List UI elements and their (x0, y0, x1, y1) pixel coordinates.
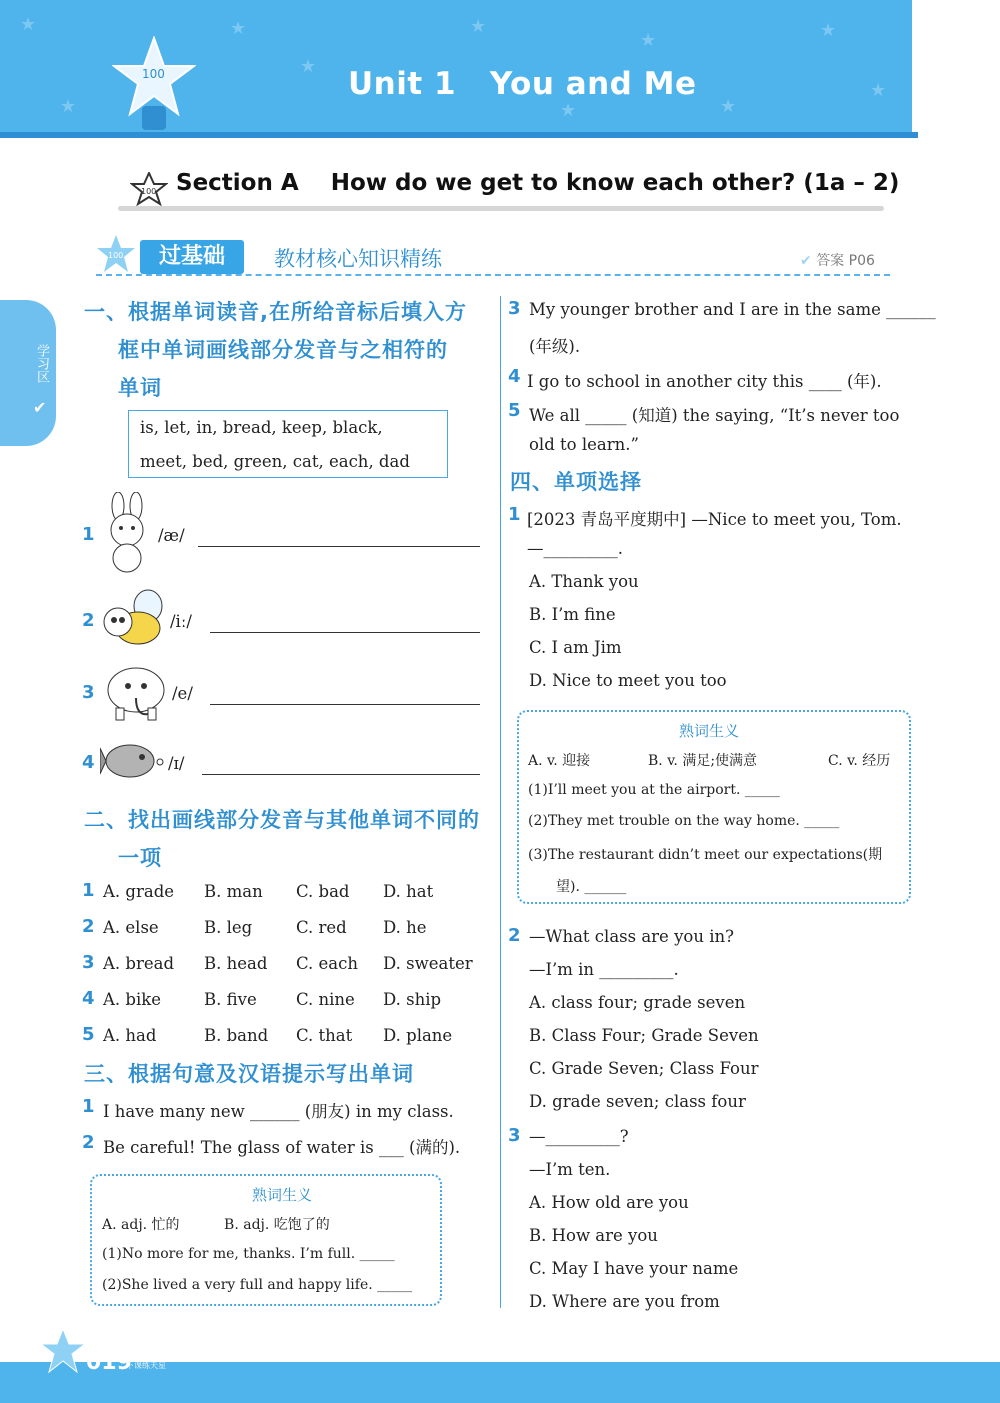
answer-reference-text: 答案 P06 (816, 253, 875, 269)
star-decoration-icon: ★ (470, 16, 487, 37)
extended-meaning-option-a: A. v. 迎接 (528, 753, 591, 769)
section-underline (118, 206, 884, 211)
option-a[interactable]: A. had (103, 1026, 157, 1045)
option-c[interactable]: C. red (296, 918, 347, 937)
part4-question-3-answer: —I’m ten. (529, 1160, 611, 1179)
answer-reference (800, 250, 875, 270)
answer-line[interactable] (202, 774, 480, 775)
page-number: 019 (86, 1350, 132, 1375)
option-a[interactable]: A. bread (103, 954, 175, 973)
option-c[interactable]: C. May I have your name (529, 1259, 739, 1278)
option-d[interactable]: D. ship (383, 990, 442, 1009)
extended-meaning-sentence-2: (2)She lived a very full and happy life. _____ (102, 1277, 413, 1293)
option-a[interactable]: A. How old are you (529, 1193, 689, 1212)
part2-heading-line2: 一项 (118, 846, 162, 870)
question-number: 1 (82, 1096, 95, 1117)
part4-heading: 四、单项选择 (510, 470, 642, 494)
star-decoration-icon: ★ (300, 56, 317, 77)
part4-question-1: [2023 青岛平度期中] —Nice to meet you, Tom. (527, 510, 902, 529)
question-number: 3 (82, 682, 95, 703)
option-a[interactable]: A. class four; grade seven (529, 993, 746, 1012)
question-number: 1 (508, 504, 521, 525)
extended-meaning-option-b: B. v. 满足;使满意 (648, 753, 758, 769)
question-number: 2 (508, 925, 521, 946)
option-d[interactable]: D. plane (383, 1026, 453, 1045)
star-decoration-icon: ★ (820, 20, 837, 41)
word-box-row2: meet, bed, green, cat, each, dad (140, 452, 410, 471)
option-d[interactable]: D. hat (383, 882, 434, 901)
extended-meaning-sentence-2: (2)They met trouble on the way home. _____ (528, 813, 840, 829)
part1-heading: 一、根据单词读音,在所给音标后填入方 (84, 300, 467, 324)
elephant-icon (100, 664, 168, 722)
check-icon: ✔ (33, 398, 47, 417)
option-d[interactable]: D. grade seven; class four (529, 1092, 746, 1111)
part3-question-5-line2: old to learn.” (529, 435, 639, 454)
word-box-row1: is, let, in, bread, keep, black, (140, 418, 383, 437)
star-decoration-icon: ★ (720, 96, 737, 117)
part3-question-2: Be careful! The glass of water is ___ (满的). (103, 1138, 461, 1157)
option-c[interactable]: C. I am Jim (529, 638, 622, 657)
question-number: 4 (508, 366, 521, 387)
option-b[interactable]: B. band (204, 1026, 269, 1045)
star-mascot-icon (112, 36, 196, 132)
fish-icon (100, 740, 164, 782)
option-d[interactable]: D. he (383, 918, 427, 937)
option-c[interactable]: C. nine (296, 990, 355, 1009)
part4-question-2: —What class are you in? (529, 927, 734, 946)
option-d[interactable]: D. Nice to meet you too (529, 671, 727, 690)
option-b[interactable]: B. five (204, 990, 257, 1009)
rabbit-icon (100, 492, 154, 576)
question-number: 4 (82, 988, 95, 1009)
bee-icon (100, 588, 166, 650)
option-b[interactable]: B. Class Four; Grade Seven (529, 1026, 759, 1045)
bar-divider (96, 274, 890, 276)
part3-question-4: I go to school in another city this ____ (年). (527, 372, 882, 391)
option-c[interactable]: C. that (296, 1026, 353, 1045)
phonetic-symbol: /e/ (172, 684, 193, 703)
svg-text:100: 100 (108, 251, 124, 260)
option-c[interactable]: C. bad (296, 882, 350, 901)
extended-meaning-title: 熟词生义 (679, 722, 740, 740)
question-number: 3 (82, 952, 95, 973)
question-number: 1 (82, 524, 95, 545)
part4-question-3: —_________? (529, 1127, 629, 1146)
option-b[interactable]: B. leg (204, 918, 253, 937)
banner-border (0, 132, 918, 138)
star-decoration-icon: ★ (870, 80, 887, 101)
section-title: Section A How do we get to know each other? (1a – 2) (176, 170, 900, 196)
option-a[interactable]: A. else (103, 918, 159, 937)
extended-meaning-option-c: C. v. 经历 (828, 753, 891, 769)
option-b[interactable]: B. I’m fine (529, 605, 616, 624)
part3-question-5: We all _____ (知道) the saying, “It’s never too (529, 406, 900, 425)
phonetic-symbol: /æ/ (158, 526, 185, 545)
question-number: 2 (82, 610, 95, 631)
basic-practice-subtitle: 教材核心知识精练 (274, 247, 442, 271)
part3-question-3: My younger brother and I are in the same ______ (529, 300, 936, 319)
study-area-label: 学习区 (34, 344, 49, 383)
part1-heading-line2: 框中单词画线部分发音与之相符的 (118, 338, 448, 362)
extended-meaning-sentence-1: (1)No more for me, thanks. I’m full. _____ (102, 1246, 395, 1262)
option-a[interactable]: A. Thank you (529, 572, 639, 591)
part3-question-1: I have many new ______ (朋友) in my class. (103, 1102, 454, 1121)
answer-line[interactable] (210, 632, 480, 633)
star-decoration-icon: ★ (560, 100, 577, 121)
bar-mascot-icon (96, 234, 136, 274)
part3-heading: 三、根据句意及汉语提示写出单词 (84, 1062, 414, 1086)
extended-meaning-sentence-1: (1)I’ll meet you at the airport. _____ (528, 782, 780, 798)
part3-question-3-line2: (年级). (529, 337, 581, 356)
question-number: 4 (82, 752, 95, 773)
option-d[interactable]: D. sweater (383, 954, 473, 973)
basic-practice-label: 过基础 (140, 240, 244, 274)
part4-question-2-answer: —I’m in _________. (529, 960, 679, 979)
phonetic-symbol: /ɪ/ (168, 754, 185, 773)
option-a[interactable]: A. bike (103, 990, 162, 1009)
option-c[interactable]: C. each (296, 954, 358, 973)
extended-meaning-sentence-3: (3)The restaurant didn’t meet our expectations(期 (528, 847, 883, 863)
answer-line[interactable] (210, 704, 480, 705)
option-b[interactable]: B. man (204, 882, 263, 901)
question-number: 5 (82, 1024, 95, 1045)
question-number: 2 (82, 916, 95, 937)
extended-meaning-options: A. adj. 忙的 B. adj. 吃饱了的 (102, 1217, 330, 1233)
footer-mascot-icon (40, 1328, 86, 1374)
option-b[interactable]: B. head (204, 954, 268, 973)
question-number: 2 (82, 1132, 95, 1153)
option-a[interactable]: A. grade (103, 882, 175, 901)
footer-note: 上课认真听 下课练天星 (126, 1352, 166, 1370)
phonetic-symbol: /iː/ (170, 612, 192, 631)
question-number: 3 (508, 1125, 521, 1146)
unit-title: Unit 1 You and Me (348, 66, 697, 102)
star-decoration-icon: ★ (20, 14, 37, 35)
part1-heading-line3: 单词 (118, 376, 162, 400)
svg-text:100: 100 (142, 67, 165, 81)
star-decoration-icon: ★ (640, 30, 657, 51)
option-d[interactable]: D. Where are you from (529, 1292, 720, 1311)
option-b[interactable]: B. How are you (529, 1226, 658, 1245)
option-c[interactable]: C. Grade Seven; Class Four (529, 1059, 759, 1078)
column-divider (500, 296, 501, 1308)
extended-meaning-title: 熟词生义 (252, 1186, 313, 1204)
question-number: 3 (508, 298, 521, 319)
extended-meaning-sentence-3-line2: 望). ______ (556, 879, 627, 895)
part4-question-1-answer: —_________. (527, 539, 623, 558)
star-decoration-icon: ★ (60, 96, 77, 117)
star-decoration-icon: ★ (230, 18, 247, 39)
section-star-icon (130, 172, 168, 206)
question-number: 5 (508, 400, 521, 421)
svg-text:100: 100 (141, 187, 157, 196)
answer-line[interactable] (198, 546, 480, 547)
question-number: 1 (82, 880, 95, 901)
part2-heading: 二、找出画线部分发音与其他单词不同的 (84, 808, 480, 832)
check-icon: ✔ (800, 253, 812, 269)
